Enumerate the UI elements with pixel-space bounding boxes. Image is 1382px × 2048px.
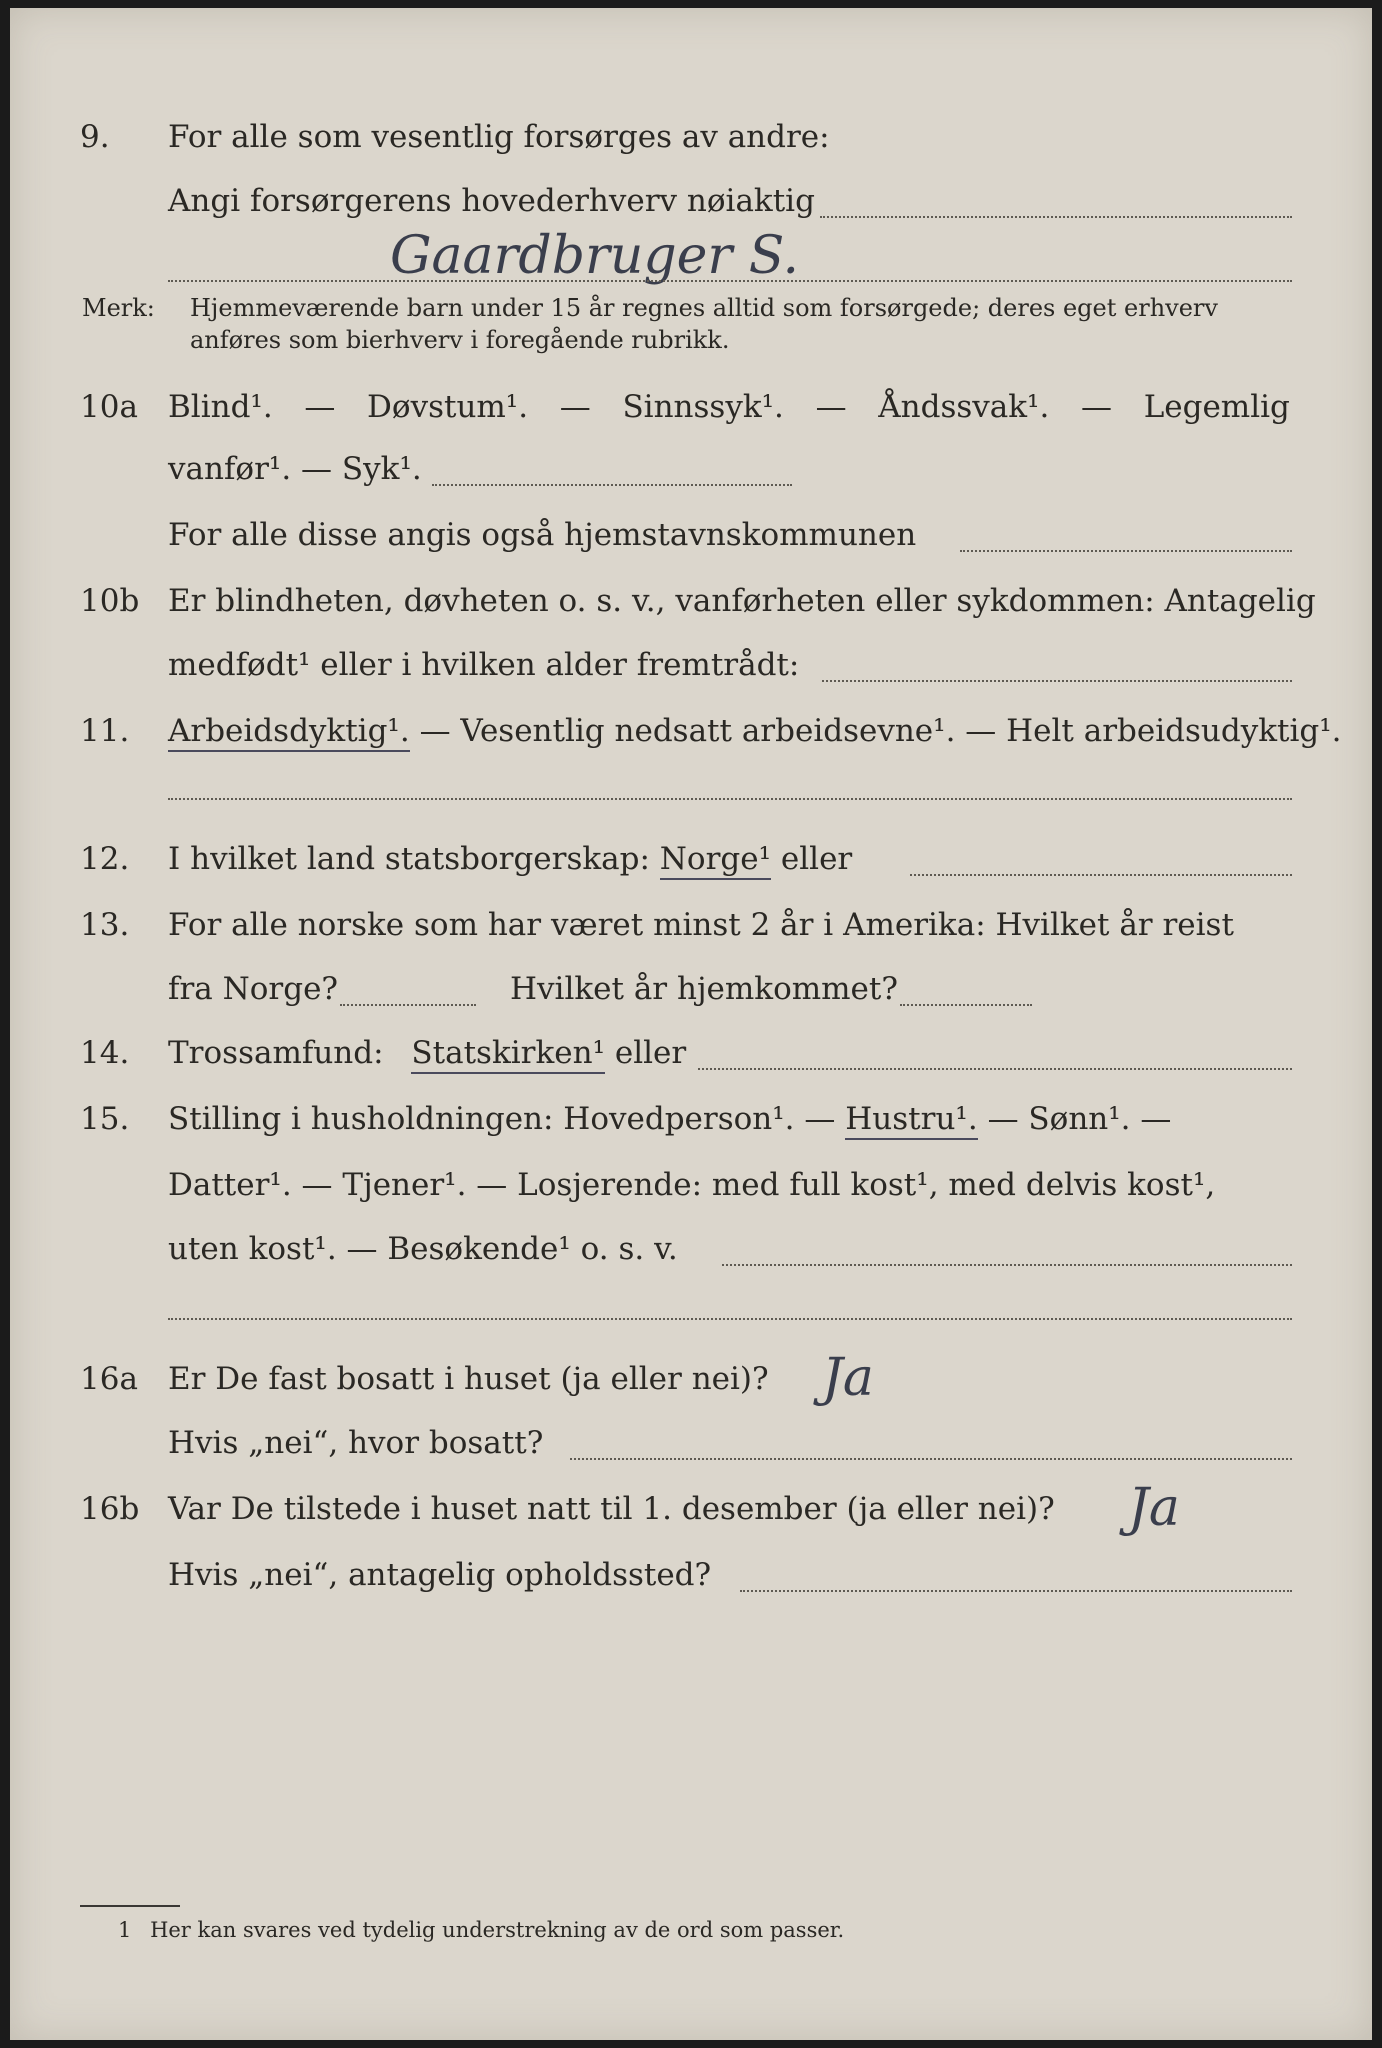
q15-line1 — [10, 1094, 1372, 1144]
q16b-hvis-nei: Hvis „nei“, antagelig opholdssted? — [168, 1557, 712, 1593]
q13-number: 13. — [80, 907, 130, 943]
q15-options-2: Datter¹. — Tjener¹. — Losjerende: med full kost¹, med delvis kost¹, — [168, 1167, 1216, 1203]
q12-number: 12. — [80, 841, 130, 877]
q10a-line2 — [10, 444, 1372, 494]
q11-arbeidsdyktig[interactable]: Arbeidsdyktig¹. — [168, 713, 410, 752]
q15-answer[interactable] — [722, 1264, 1292, 1266]
q10a-sinnssyk[interactable]: Sinnssyk¹. — [622, 389, 784, 425]
q10b-question: Er blindheten, døvheten o. s. v., vanførheten eller sykdommen: Antagelig — [168, 583, 1316, 619]
q10a-vanfor-syk: vanfør¹. — Syk¹. — [168, 451, 422, 487]
q10a-dash: — — [815, 389, 847, 425]
q16a-handwritten-answer: Ja — [822, 1348, 874, 1408]
q10a-andssvak[interactable]: Åndssvak¹. — [878, 389, 1050, 425]
q16b-question: Var De tilstede i huset natt til 1. desember (ja eller nei)? — [168, 1491, 1055, 1527]
census-form-page — [10, 8, 1372, 2040]
q15-hovedperson: Stilling i husholdningen: Hovedperson¹. — — [168, 1101, 836, 1137]
q15-line3 — [10, 1224, 1372, 1274]
q13-hjemkommet: Hvilket år hjemkommet? — [510, 971, 898, 1007]
q10a-options — [168, 382, 1290, 432]
q9-question-line2: Angi forsørgerens hovederhverv nøiaktig — [168, 183, 815, 219]
footnote-rule — [80, 1905, 180, 1907]
q14-statskirken[interactable]: Statskirken¹ — [411, 1035, 605, 1074]
q14-number: 14. — [80, 1035, 130, 1071]
q15-hustru[interactable]: Hustru¹. — [845, 1101, 977, 1140]
merk-text-1: Hjemmeværende barn under 15 år regnes alltid som forsørgede; deres eget erhverv — [190, 294, 1218, 322]
footnote-text: Her kan svares ved tydelig understrekning av de ord som passer. — [150, 1918, 845, 1942]
q9-question: For alle som vesentlig forsørges av andre: — [168, 119, 830, 155]
q13-hjemkommet-answer[interactable] — [900, 1004, 1032, 1006]
q14-eller: eller — [614, 1035, 687, 1071]
footnote-mark: 1 — [118, 1918, 132, 1942]
merk-text-2: anføres som bierhverv i foregående rubrikk. — [190, 326, 730, 354]
q9-line2 — [10, 176, 1372, 226]
q10a-hjemstavn: For alle disse angis også hjemstavnskommunen — [168, 517, 917, 553]
q11-options — [168, 706, 1342, 756]
q15-question — [168, 1094, 1171, 1144]
q9-handwritten-answer: Gaardbruger S. — [390, 226, 800, 286]
q15-options-3: uten kost¹. — Besøkende¹ o. s. v. — [168, 1231, 678, 1267]
q9-answer-line2[interactable] — [168, 280, 1292, 282]
q10b-number: 10b — [80, 583, 140, 619]
q12-norge[interactable]: Norge¹ — [660, 841, 771, 880]
q13-reist-answer[interactable] — [340, 1004, 476, 1006]
q14-text: Trossamfund: — [168, 1035, 384, 1071]
q10b-question-line2: medfødt¹ eller i hvilken alder fremtrådt: — [168, 647, 800, 683]
q16a-number: 16a — [80, 1361, 138, 1397]
merk-label: Merk: — [82, 294, 155, 322]
q16a-line2 — [10, 1418, 1372, 1468]
q10a-blind[interactable]: Blind¹. — [168, 389, 273, 425]
q13-line1 — [10, 900, 1372, 950]
q16a-line1 — [10, 1354, 1372, 1404]
q16b-handwritten-answer: Ja — [1128, 1478, 1180, 1538]
q10a-number: 10a — [80, 389, 138, 425]
q16a-bosatt-answer[interactable] — [570, 1458, 1292, 1460]
q10a-line1 — [10, 382, 1372, 432]
q13-fra-norge: fra Norge? — [168, 971, 339, 1007]
q10a-syk-answer[interactable] — [432, 484, 792, 486]
q12-eller: eller — [780, 841, 853, 877]
merk-line2 — [10, 324, 1372, 356]
q10a-dash: — — [1081, 389, 1113, 425]
q15-answer-line2[interactable] — [168, 1318, 1292, 1320]
q12-text: I hvilket land statsborgerskap: — [168, 841, 650, 877]
q12-question — [168, 834, 852, 884]
q16b-opholdssted-answer[interactable] — [740, 1590, 1292, 1592]
q15-line2 — [10, 1160, 1372, 1210]
q14-line — [10, 1028, 1372, 1078]
q16b-number: 16b — [80, 1491, 140, 1527]
q9-line1 — [10, 112, 1372, 162]
q12-answer[interactable] — [910, 874, 1292, 876]
q10a-legemlig[interactable]: Legemlig — [1143, 389, 1290, 425]
q12-line — [10, 834, 1372, 884]
q15-number: 15. — [80, 1101, 130, 1137]
q14-answer[interactable] — [698, 1068, 1292, 1070]
q11-number: 11. — [80, 713, 130, 749]
q14-question — [168, 1028, 686, 1078]
q10b-answer[interactable] — [822, 680, 1292, 682]
q10b-line1 — [10, 576, 1372, 626]
q11-line — [10, 706, 1372, 756]
q10b-line2 — [10, 640, 1372, 690]
q11-answer-line[interactable] — [168, 798, 1292, 800]
q10a-dash: — — [304, 389, 336, 425]
q13-question: For alle norske som har været minst 2 år i Amerika: Hvilket år reist — [168, 907, 1234, 943]
footnote — [118, 1918, 844, 1942]
q10a-hjemstavn-answer[interactable] — [960, 550, 1292, 552]
q16b-line2 — [10, 1550, 1372, 1600]
q10a-dovstum[interactable]: Døvstum¹. — [367, 389, 529, 425]
q9-answer-line1[interactable] — [820, 216, 1292, 218]
q16a-question: Er De fast bosatt i huset (ja eller nei)? — [168, 1361, 769, 1397]
q15-sonn: — Sønn¹. — — [987, 1101, 1172, 1137]
q10a-line3 — [10, 510, 1372, 560]
merk-line1 — [10, 292, 1372, 324]
q9-number: 9. — [80, 119, 110, 155]
q16a-hvis-nei: Hvis „nei“, hvor bosatt? — [168, 1425, 544, 1461]
q10a-dash: — — [559, 389, 591, 425]
q11-rest: — Vesentlig nedsatt arbeidsevne¹. — Helt arbeidsudyktig¹. — [419, 713, 1342, 749]
q13-line2 — [10, 964, 1372, 1014]
